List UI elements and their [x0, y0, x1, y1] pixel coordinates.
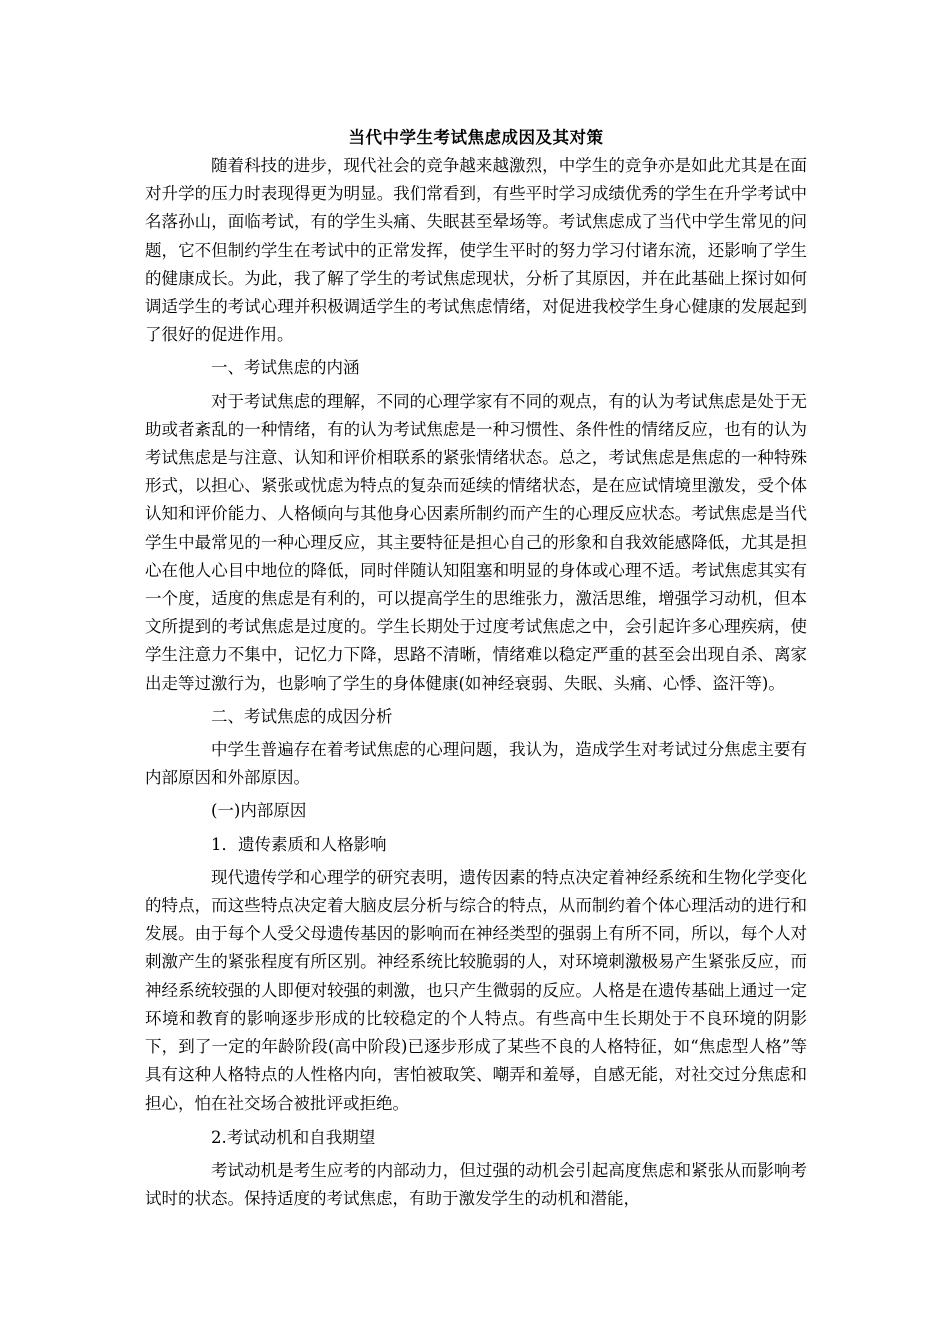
section-1-heading: 一、考试焦虑的内涵	[211, 358, 360, 378]
item-1-heading: 1．遗传素质和人格影响	[211, 834, 387, 854]
item-2-paragraph: 考试动机是考生应考的内部动力，但过强的动机会引起高度焦虑和紧张从而影响考试时的状态。保持适度的考试焦虑，有助于激发学生的动机和潜能，	[145, 1160, 807, 1209]
document-title: 当代中学生考试焦虑成因及其对策	[348, 128, 604, 147]
intro-paragraph: 随着科技的进步，现代社会的竞争越来越激烈，中学生的竞争亦是如此尤其是在面对升学的压力时表现得更为明显。我们常看到，有些平时学习成绩优秀的学生在升学考试中名落孙山，面临考试，有的学生头痛、失眠甚至晕场等。考试焦虑成了当代中学生常见的问题，它不但制约学生在考试中的正常发挥，使学生平时的努力学习付诸东流，还影响了学生的健康成长。为此，我了解了学生的考试焦虑现状，分析了其原因，并在此基础上探讨如何调适学生的考试心理并积极调适学生的考试焦虑情绪，对促进我校学生身心健康的发展起到了很好的促进作用。	[145, 156, 807, 345]
section-1-paragraph: 对于考试焦虑的理解，不同的心理学家有不同的观点，有的认为考试焦虑是处于无助或者紊乱的一种情绪，有的认为考试焦虑是一种习惯性、条件性的情绪反应，也有的认为考试焦虑是与注意、认知和评价相联系的紧张情绪状态。总之，考试焦虑是焦虑的一种特殊形式，以担心、紧张或忧虑为特点的复杂而延续的情绪状态，是在应试情境里激发，受个体认知和评价能力、人格倾向与其他身心因素所制约而产生的心理反应状态。考试焦虑是当代学生中最常见的一种心理反应，其主要特征是担心自己的形象和自我效能感降低，尤其是担心在他人心目中地位的降低，同时伴随认知阻塞和明显的身体或心理不适。考试焦虑其实有一个度，适度的焦虑是有利的，可以提高学生的思维张力，激活思维，增强学习动机，但本文所提到的考试焦虑是过度的。学生长期处于过度考试焦虑之中，会引起许多心理疾病，使学生注意力不集中，记忆力下降，思路不清晰，情绪难以稳定严重的甚至会出现自杀、离家出走等过激行为，也影响了学生的身体健康(如神经衰弱、失眠、头痛、心悸、盗汗等)。	[145, 391, 807, 693]
document-page	[145, 124, 807, 1213]
item-1-paragraph: 现代遗传学和心理学的研究表明，遗传因素的特点决定着神经系统和生物化学变化的特点，而这些特点决定着大脑皮层分析与综合的特点，从而制约着个体心理活动的进行和发展。由于每个人受父母遗传基因的影响而在神经类型的强弱上有所不同，所以，每个人对刺激产生的紧张程度有所区别。神经系统比较脆弱的人，对环境刺激极易产生紧张反应，而神经系统较强的人即便对较强的刺激，也只产生微弱的反应。人格是在遗传基础上通过一定环境和教育的影响逐步形成的比较稳定的个人特点。有些高中生长期处于不良环境的阴影下，到了一定的年龄阶段(高中阶段)已逐步形成了某些不良的人格特征，如“焦虑型人格”等具有这种人格特点的人性格内向，害怕被取笑、嘲弄和羞辱，自感无能，对社交过分焦虑和担心，怕在社交场合被批评或拒绝。	[145, 867, 807, 1113]
item-2-heading: 2.考试动机和自我期望	[211, 1127, 376, 1147]
section-2-heading: 二、考试焦虑的成因分析	[211, 706, 393, 726]
section-2-paragraph: 中学生普遍存在着考试焦虑的心理问题，我认为，造成学生对考试过分焦虑主要有内部原因和外部原因。	[145, 740, 807, 788]
subsection-1-heading: (一)内部原因	[211, 801, 307, 821]
